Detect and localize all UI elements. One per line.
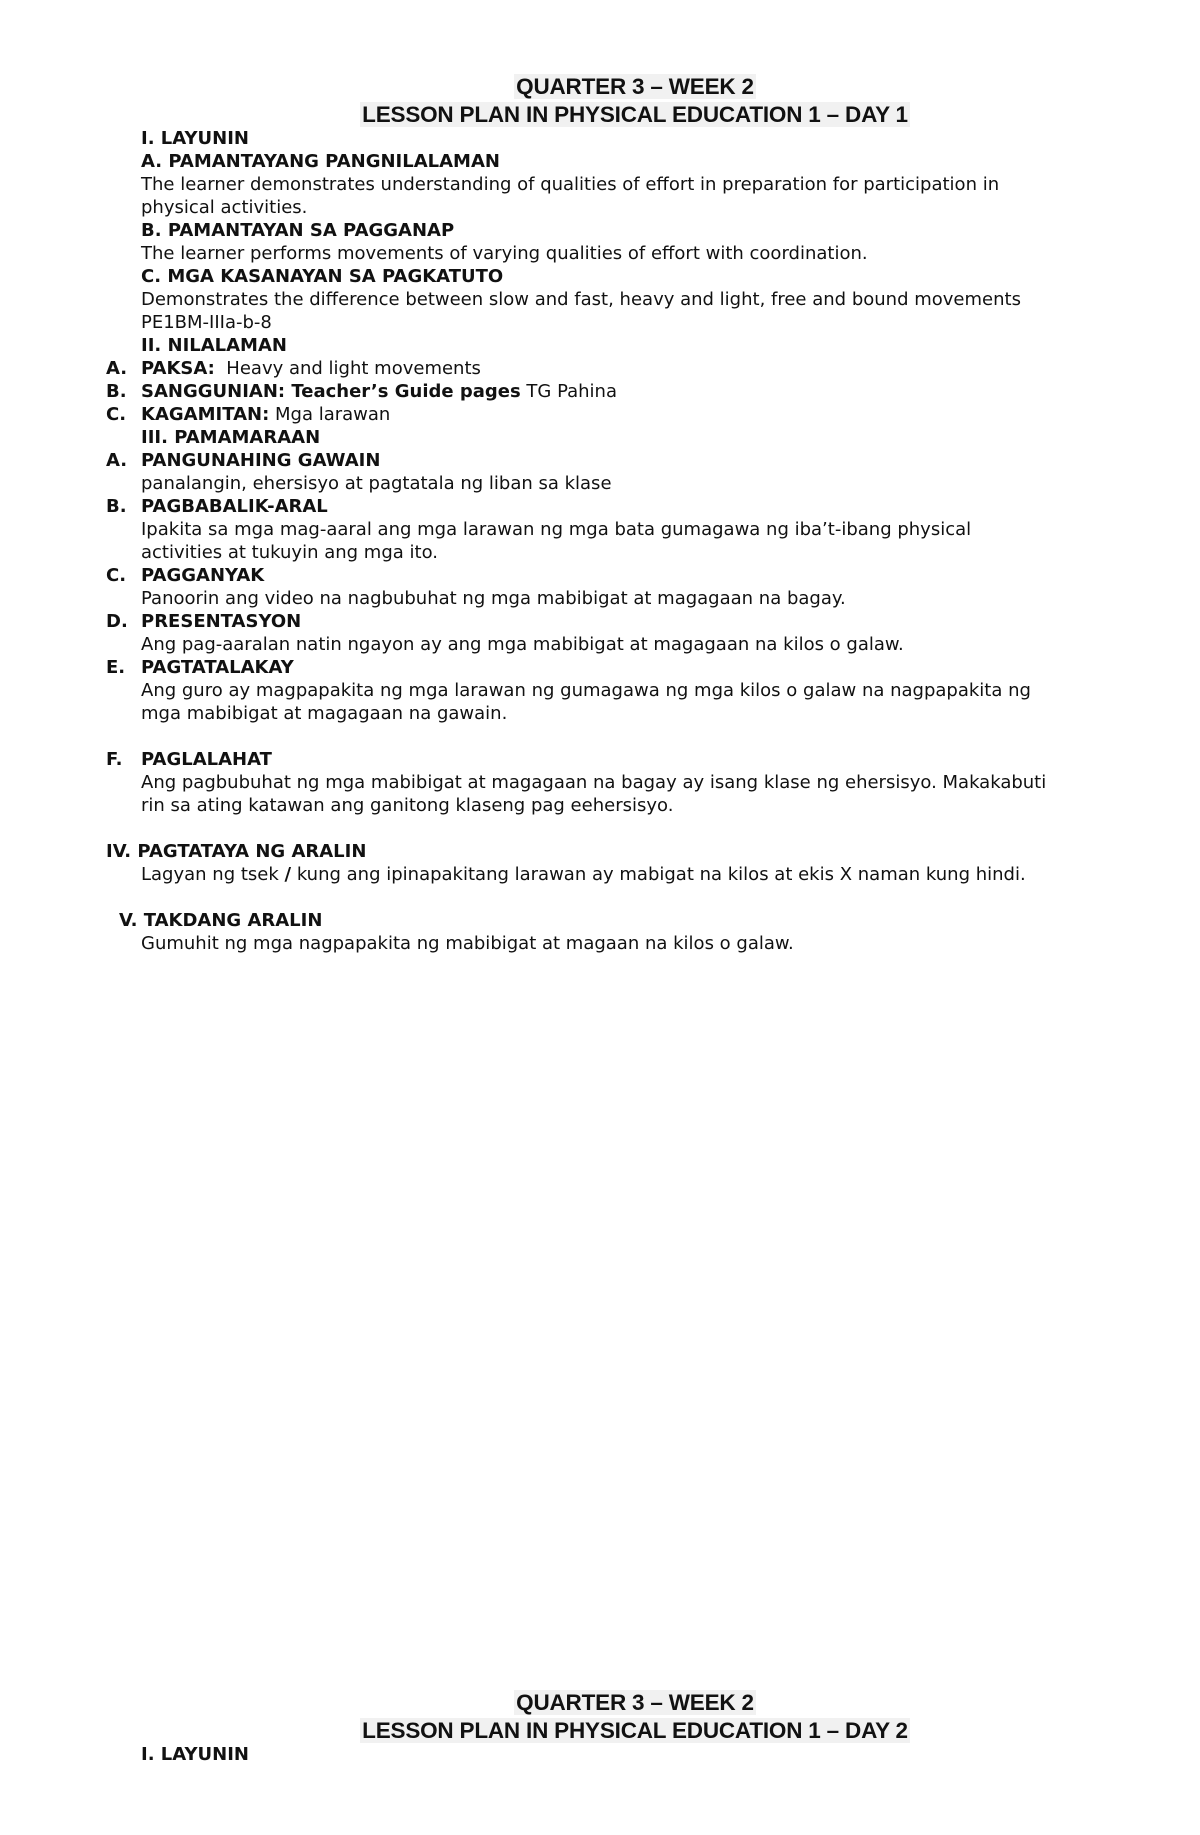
pagtataya-text: Lagyan ng tsek / kung ang ipinapakitang larawan ay mabigat na kilos at ekis X naman kung hindi. <box>141 864 1026 885</box>
title-plan-day1: LESSON PLAN IN PHYSICAL EDUCATION 1 – DAY 1 <box>362 102 908 127</box>
pamamaraan-letter: A. <box>106 450 128 471</box>
pagbabalik-aral-heading: PAGBABALIK-ARAL <box>141 496 328 517</box>
title-quarter-day1: QUARTER 3 – WEEK 2 <box>516 74 754 99</box>
kasanayan-heading: C. MGA KASANAYAN SA PAGKATUTO <box>141 266 504 287</box>
pagganyak-text: Panoorin ang video na nagbubuhat ng mga mabibigat at magagaan na bagay. <box>141 588 846 609</box>
tsek-mark: / <box>284 864 292 885</box>
pamantayang-pangnilalaman-text-1: The learner demonstrates understanding of qualities of effort in preparation for participation in <box>141 174 1000 195</box>
pamamaraan-letter: D. <box>106 611 128 632</box>
nilalaman-letter: A. <box>106 358 128 379</box>
pagganyak-heading: PAGGANYAK <box>141 565 265 586</box>
title-plan-day2: LESSON PLAN IN PHYSICAL EDUCATION 1 – DAY 2 <box>362 1718 908 1743</box>
pagtataya-heading: IV. PAGTATAYA NG ARALIN <box>106 841 367 862</box>
pagtatalakay-heading: PAGTATALAKAY <box>141 657 294 678</box>
pamamaraan-letter: F. <box>106 749 123 770</box>
nilalaman-letter: C. <box>106 404 127 425</box>
paglalahat-text-2: rin sa ating katawan ang ganitong klaseng pag eehersisyo. <box>141 795 674 816</box>
nilalaman-item-kagamitan: KAGAMITAN: Mga larawan <box>141 404 391 425</box>
pagtatalakay-text-2: mga mabibigat at magagaan na gawain. <box>141 703 508 724</box>
kasanayan-text: Demonstrates the difference between slow and fast, heavy and light, free and bound movements <box>141 289 1021 310</box>
nilalaman-item-paksa: PAKSA: Heavy and light movements <box>141 358 481 379</box>
takdang-aralin-text: Gumuhit ng mga nagpapakita ng mabibigat at magaan na kilos o galaw. <box>141 933 794 954</box>
nilalaman-item-sanggunian: SANGGUNIAN: Teacher’s Guide pages TG Pahina <box>141 381 617 402</box>
pamamaraan-letter: C. <box>106 565 127 586</box>
pangunahing-gawain-text: panalangin, ehersisyo at pagtatala ng liban sa klase <box>141 473 612 494</box>
pagbabalik-aral-text-2: activities at tukuyin ang mga ito. <box>141 542 438 563</box>
takdang-aralin-heading: V. TAKDANG ARALIN <box>119 910 323 931</box>
pamantayan-sa-pagganap-text: The learner performs movements of varying qualities of effort with coordination. <box>141 243 868 264</box>
layunin-heading: I. LAYUNIN <box>141 128 249 149</box>
pamamaraan-letter: E. <box>106 657 126 678</box>
presentasyon-text: Ang pag-aaralan natin ngayon ay ang mga mabibigat at magagaan na kilos o galaw. <box>141 634 904 655</box>
nilalaman-letter: B. <box>106 381 127 402</box>
pagbabalik-aral-text-1: Ipakita sa mga mag-aaral ang mga larawan ng mga bata gumagawa ng iba’t-ibang physical <box>141 519 972 540</box>
paglalahat-text-1: Ang pagbubuhat ng mga mabibigat at magagaan na bagay ay isang klase ng ehersisyo. Makakabuti <box>141 772 1047 793</box>
pagtatalakay-text-1: Ang guro ay magpapakita ng mga larawan ng gumagawa ng mga kilos o galaw na nagpapakita ng <box>141 680 1031 701</box>
title-quarter-day2: QUARTER 3 – WEEK 2 <box>516 1690 754 1715</box>
presentasyon-heading: PRESENTASYON <box>141 611 302 632</box>
pamantayang-pangnilalaman-text-2: physical activities. <box>141 197 308 218</box>
layunin-heading-day2: I. LAYUNIN <box>141 1744 249 1765</box>
pamamaraan-letter: B. <box>106 496 127 517</box>
pangunahing-gawain-heading: PANGUNAHING GAWAIN <box>141 450 381 471</box>
nilalaman-heading: II. NILALAMAN <box>141 335 287 356</box>
pamantayan-sa-pagganap-heading: B. PAMANTAYAN SA PAGGANAP <box>141 220 455 241</box>
paglalahat-heading: PAGLALAHAT <box>141 749 272 770</box>
kasanayan-code: PE1BM-IIIa-b-8 <box>141 312 272 333</box>
pamantayang-pangnilalaman-heading: A. PAMANTAYANG PANGNILALAMAN <box>141 151 500 172</box>
pamamaraan-heading: III. PAMAMARAAN <box>141 427 321 448</box>
